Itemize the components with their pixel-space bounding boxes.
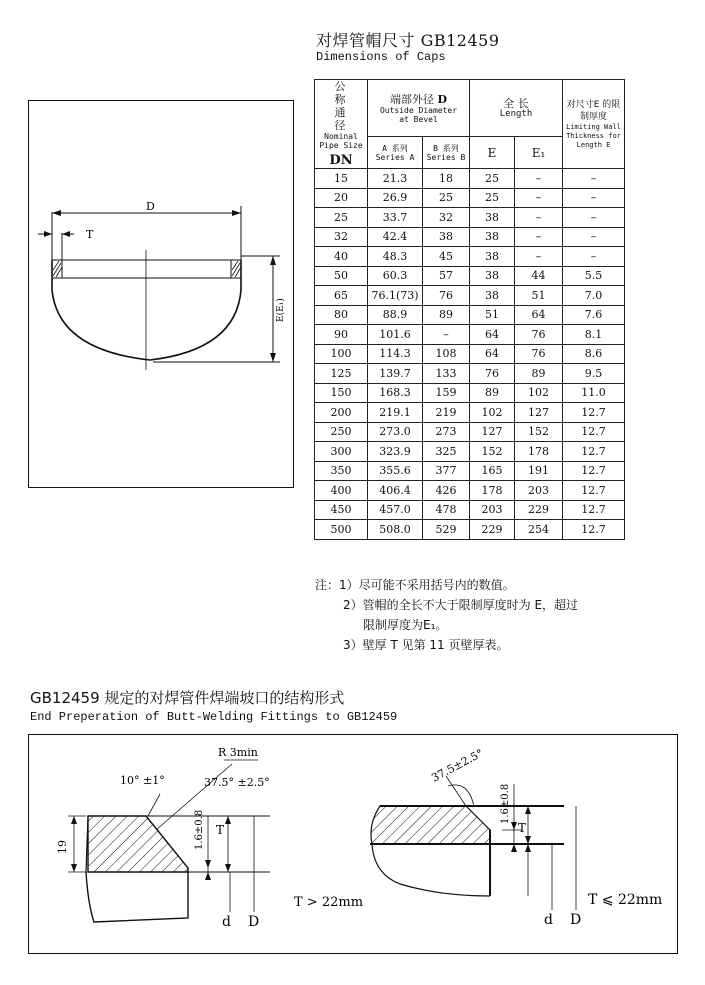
notes	[315, 575, 578, 655]
table-cell: 89	[470, 383, 515, 403]
table-cell: 8.6	[563, 344, 625, 364]
header-series-b-en: Series B	[426, 152, 466, 162]
table-cell: 229	[515, 500, 563, 520]
table-cell: 12.7	[563, 520, 625, 540]
table-cell: 108	[423, 344, 470, 364]
table-cell: 325	[423, 442, 470, 462]
note-1: 注：1）尽可能不采用括号内的数值。	[315, 578, 515, 592]
table-cell: 254	[515, 520, 563, 540]
note-2a: 2）管帽的全长不大于限制厚度时为 E，超过	[343, 598, 579, 612]
table-cell: 33.7	[368, 208, 423, 228]
table-cell: 100	[315, 344, 368, 364]
table-cell: 219.1	[368, 403, 423, 423]
table-cell: 165	[470, 461, 515, 481]
table-row	[315, 208, 625, 228]
table-cell: 12.7	[563, 442, 625, 462]
table-row	[315, 442, 625, 462]
header-nominal-en: Nominal Pipe Size	[319, 132, 363, 150]
table-cell: 250	[315, 422, 368, 442]
header-od-en: Outside Diameter at Bevel	[379, 105, 458, 124]
table-cell: 25	[315, 208, 368, 228]
table-cell: 64	[515, 305, 563, 325]
bevel-right-angle: 37.5±2.5°	[429, 746, 486, 785]
table-cell: –	[563, 227, 625, 247]
table-cell: 406.4	[368, 481, 423, 501]
table-cell: 159	[423, 383, 470, 403]
table-row	[315, 461, 625, 481]
header-series-b	[423, 137, 470, 169]
table-row	[315, 286, 625, 306]
header-series-a-cn: A 系列	[382, 143, 408, 153]
table-cell: 57	[423, 266, 470, 286]
table-row	[315, 403, 625, 423]
table-cell: 15	[315, 169, 368, 189]
table-cell: 12.7	[563, 461, 625, 481]
table-cell: 25	[470, 188, 515, 208]
bevel-left-d: d	[222, 914, 231, 930]
table-cell: –	[515, 208, 563, 228]
table-cell: 89	[515, 364, 563, 384]
table-row	[315, 247, 625, 267]
table-cell: 40	[315, 247, 368, 267]
table-cell: 529	[423, 520, 470, 540]
bevel-right-T: T	[518, 821, 527, 835]
header-od-sym: D	[437, 92, 448, 106]
table-cell: 64	[470, 325, 515, 345]
note-2b: 限制厚度为E₁。	[363, 618, 448, 632]
table-cell: 88.9	[368, 305, 423, 325]
table-cell: 101.6	[368, 325, 423, 345]
table-cell: 478	[423, 500, 470, 520]
table-row	[315, 520, 625, 540]
table-cell: 38	[470, 227, 515, 247]
bevel-left-cond: T > 22mm	[294, 895, 364, 910]
table-cell: 152	[470, 442, 515, 462]
header-length-cn: 全 长	[503, 97, 529, 111]
section2-subtitle: End Preperation of Butt-Welding Fittings to GB12459	[30, 710, 398, 724]
dim-T-label: T	[86, 228, 94, 241]
table-cell: 203	[515, 481, 563, 501]
table-cell: 273	[423, 422, 470, 442]
bevel-drawing	[28, 734, 678, 954]
bevel-left	[56, 746, 363, 930]
table-cell: 38	[470, 266, 515, 286]
header-series-a-en: Series A	[375, 152, 415, 162]
table-cell: 12.7	[563, 481, 625, 501]
table-cell: 377	[423, 461, 470, 481]
table-cell: 150	[315, 383, 368, 403]
table-cell: 125	[315, 364, 368, 384]
table-cell: 90	[315, 325, 368, 345]
table-row	[315, 344, 625, 364]
bevel-left-19: 19	[56, 840, 69, 854]
table-cell: –	[563, 188, 625, 208]
dimensions-table	[314, 79, 625, 540]
table-row	[315, 481, 625, 501]
table-cell: 229	[470, 520, 515, 540]
table-row	[315, 383, 625, 403]
table-cell: 50	[315, 266, 368, 286]
table-cell: –	[563, 208, 625, 228]
table-cell: 114.3	[368, 344, 423, 364]
table-row	[315, 188, 625, 208]
table-cell: 60.3	[368, 266, 423, 286]
table-cell: 48.3	[368, 247, 423, 267]
table-cell: 20	[315, 188, 368, 208]
table-cell: 7.6	[563, 305, 625, 325]
table-cell: 508.0	[368, 520, 423, 540]
table-cell: 32	[423, 208, 470, 228]
table-cell: 133	[423, 364, 470, 384]
table-cell: 25	[423, 188, 470, 208]
table-cell: 127	[470, 422, 515, 442]
header-limit-cn: 对尺寸E 的限制厚度	[566, 99, 621, 122]
table-cell: 178	[515, 442, 563, 462]
table-row	[315, 364, 625, 384]
bevel-right-D: D	[570, 912, 582, 928]
table-cell: 80	[315, 305, 368, 325]
header-limit	[563, 80, 625, 169]
table-cell: 8.1	[563, 325, 625, 345]
table-cell: 38	[470, 286, 515, 306]
section2-title: GB12459 规定的对焊管件焊端坡口的结构形式	[30, 689, 345, 707]
table-cell: 355.6	[368, 461, 423, 481]
table-cell: 152	[515, 422, 563, 442]
table-cell: 18	[423, 169, 470, 189]
bevel-left-T: T	[216, 823, 225, 837]
table-cell: 323.9	[368, 442, 423, 462]
table-cell: 300	[315, 442, 368, 462]
table-cell: 178	[470, 481, 515, 501]
page-title: 对焊管帽尺寸 GB12459	[316, 31, 500, 50]
header-length-en: Length	[499, 109, 533, 120]
table-cell: 219	[423, 403, 470, 423]
table-cell: 89	[423, 305, 470, 325]
table-cell: –	[563, 247, 625, 267]
table-cell: 102	[515, 383, 563, 403]
table-cell: 76	[515, 344, 563, 364]
header-dn: DN	[329, 153, 353, 168]
table-row	[315, 500, 625, 520]
dim-D-label: D	[146, 200, 155, 213]
table-cell: 32	[315, 227, 368, 247]
table-cell: 450	[315, 500, 368, 520]
cap-drawing	[28, 100, 294, 488]
table-cell: –	[423, 325, 470, 345]
table-cell: 191	[515, 461, 563, 481]
table-cell: 139.7	[368, 364, 423, 384]
table-cell: 64	[470, 344, 515, 364]
table-cell: 76.1(73)	[368, 286, 423, 306]
table-cell: 273.0	[368, 422, 423, 442]
table-cell: –	[515, 247, 563, 267]
bevel-right	[370, 747, 662, 928]
table-cell: –	[563, 169, 625, 189]
table-cell: 12.7	[563, 403, 625, 423]
bevel-right-cond: T ⩽ 22mm	[588, 892, 663, 908]
table-cell: 168.3	[368, 383, 423, 403]
table-cell: 200	[315, 403, 368, 423]
table-cell: 457.0	[368, 500, 423, 520]
table-row	[315, 305, 625, 325]
note-3: 3）壁厚 T 见第 11 页壁厚表。	[343, 638, 509, 652]
table-cell: 51	[515, 286, 563, 306]
table-cell: 426	[423, 481, 470, 501]
table-row	[315, 227, 625, 247]
table-cell: 65	[315, 286, 368, 306]
header-od	[368, 80, 470, 137]
table-cell: 42.4	[368, 227, 423, 247]
table-cell: 26.9	[368, 188, 423, 208]
header-series-a	[368, 137, 423, 169]
page-subtitle: Dimensions of Caps	[316, 50, 446, 64]
table-cell: 44	[515, 266, 563, 286]
table-cell: 102	[470, 403, 515, 423]
table-cell: 76	[423, 286, 470, 306]
table-cell: –	[515, 227, 563, 247]
table-row	[315, 325, 625, 345]
table-cell: 12.7	[563, 500, 625, 520]
header-e1: E₁	[515, 137, 563, 169]
header-nominal	[315, 80, 368, 169]
table-cell: 25	[470, 169, 515, 189]
table-cell: 5.5	[563, 266, 625, 286]
table-cell: 51	[470, 305, 515, 325]
bevel-left-D: D	[248, 914, 260, 930]
bevel-left-angle10: 10° ±1°	[120, 774, 165, 787]
bevel-left-r3: R 3min	[218, 746, 258, 759]
table-cell: –	[515, 188, 563, 208]
header-e: E	[470, 137, 515, 169]
table-cell: 38	[470, 247, 515, 267]
table-cell: 38	[470, 208, 515, 228]
table-cell: 45	[423, 247, 470, 267]
table-row	[315, 422, 625, 442]
table-cell: 9.5	[563, 364, 625, 384]
table-cell: 12.7	[563, 422, 625, 442]
table-cell: 400	[315, 481, 368, 501]
bevel-left-angle375: 37.5° ±2.5°	[204, 776, 270, 789]
header-od-cn: 端部外径	[389, 92, 434, 106]
table-cell: 76	[515, 325, 563, 345]
dim-E-label: E(E₁)	[276, 298, 286, 322]
table-cell: 203	[470, 500, 515, 520]
table-cell: 127	[515, 403, 563, 423]
table-cell: 38	[423, 227, 470, 247]
bevel-right-16: 1.6±0.8	[500, 783, 511, 824]
header-nominal-cn: 公 称 通 径	[334, 80, 348, 132]
table-row	[315, 266, 625, 286]
table-cell: –	[515, 169, 563, 189]
table-cell: 11.0	[563, 383, 625, 403]
bevel-right-d: d	[544, 912, 553, 928]
table-cell: 76	[470, 364, 515, 384]
table-row	[315, 169, 625, 189]
table-cell: 7.0	[563, 286, 625, 306]
header-limit-en: Limiting Wall Thickness for Length E	[566, 122, 621, 149]
bevel-left-16: 1.6±0.8	[194, 809, 205, 850]
table-cell: 500	[315, 520, 368, 540]
header-length	[470, 80, 563, 137]
table-cell: 21.3	[368, 169, 423, 189]
header-series-b-cn: B 系列	[433, 143, 459, 153]
table-cell: 350	[315, 461, 368, 481]
